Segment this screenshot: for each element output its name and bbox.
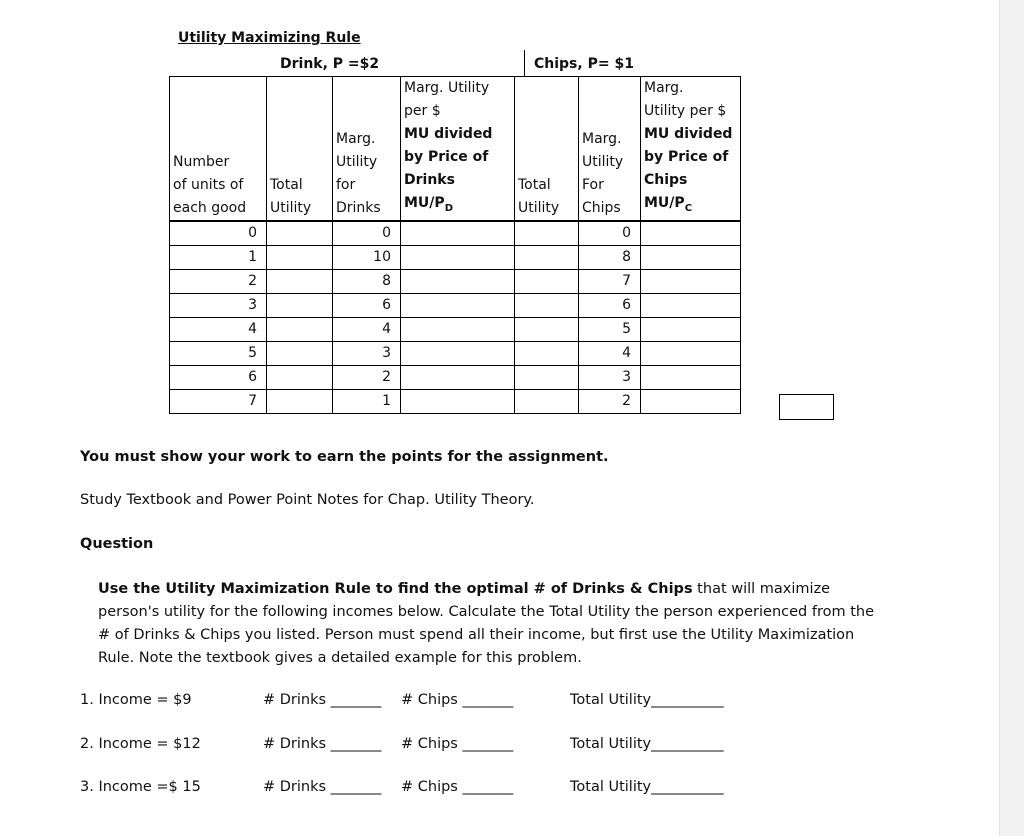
units-cell: 2 (170, 269, 267, 293)
header-total-utility-chips: Total Utility (515, 77, 579, 221)
show-work-note: You must show your work to earn the points for the assignment. (80, 449, 609, 465)
mu-per-dollar-chips-cell[interactable] (641, 389, 741, 413)
header-total-utility-drinks: Total Utility (267, 77, 333, 221)
drinks-answer-blank[interactable]: # Drinks _______ (263, 779, 382, 795)
mu-per-dollar-drinks-cell[interactable] (401, 365, 515, 389)
chips-price-header: Chips, P= $1 (534, 56, 634, 72)
total-utility-drinks-cell[interactable] (267, 317, 333, 341)
mu-per-dollar-chips-cell[interactable] (641, 269, 741, 293)
mu-drinks-cell: 2 (333, 365, 401, 389)
total-utility-chips-cell[interactable] (515, 389, 579, 413)
mu-per-dollar-chips-cell[interactable] (641, 245, 741, 269)
mu-per-dollar-chips-cell[interactable] (641, 317, 741, 341)
table-row (170, 221, 741, 246)
units-cell: 5 (170, 341, 267, 365)
drinks-answer-blank[interactable]: # Drinks _______ (263, 692, 382, 708)
total-utility-chips-cell[interactable] (515, 245, 579, 269)
mu-drinks-cell: 10 (333, 245, 401, 269)
table-row (170, 341, 741, 365)
income-label: 2. Income = $12 (80, 736, 201, 752)
total-utility-drinks-cell[interactable] (267, 245, 333, 269)
header-mu-per-dollar-drinks: Marg. Utility per $ MU divided by Price of Drinks $MU/P_D$ (401, 77, 515, 221)
table-row (170, 269, 741, 293)
header-mu-chips: Marg. Utility For Chips (579, 77, 641, 221)
mu-per-dollar-chips-cell[interactable] (641, 341, 741, 365)
scrollbar-track[interactable] (999, 0, 1024, 836)
chips-answer-blank[interactable]: # Chips _______ (401, 779, 514, 795)
mu-per-dollar-drinks-cell[interactable] (401, 317, 515, 341)
utility-table (169, 76, 741, 414)
total-utility-answer-blank[interactable]: Total Utility__________ (570, 692, 724, 708)
stray-empty-cell (779, 394, 834, 420)
chips-answer-blank[interactable]: # Chips _______ (401, 692, 514, 708)
mu-per-dollar-chips-cell[interactable] (641, 293, 741, 317)
units-cell: 7 (170, 389, 267, 413)
mu-per-dollar-drinks-cell[interactable] (401, 389, 515, 413)
units-cell: 4 (170, 317, 267, 341)
mu-chips-cell: 8 (579, 245, 641, 269)
total-utility-chips-cell[interactable] (515, 341, 579, 365)
total-utility-chips-cell[interactable] (515, 293, 579, 317)
mu-drinks-cell: 4 (333, 317, 401, 341)
header-divider (524, 50, 525, 76)
mu-per-dollar-drinks-cell[interactable] (401, 245, 515, 269)
mu-per-dollar-drinks-cell[interactable] (401, 341, 515, 365)
table-row (170, 317, 741, 341)
mu-chips-cell: 6 (579, 293, 641, 317)
income-label: 3. Income =$ 15 (80, 779, 201, 795)
table-row (170, 245, 741, 269)
mu-drinks-cell: 8 (333, 269, 401, 293)
mu-per-dollar-drinks-cell[interactable] (401, 221, 515, 246)
units-cell: 0 (170, 221, 267, 246)
mu-drinks-cell: 3 (333, 341, 401, 365)
study-note: Study Textbook and Power Point Notes for Chap. Utility Theory. (80, 492, 535, 508)
units-cell: 6 (170, 365, 267, 389)
chips-answer-blank[interactable]: # Chips _______ (401, 736, 514, 752)
mu-chips-cell: 5 (579, 317, 641, 341)
table-row (170, 293, 741, 317)
mu-chips-cell: 3 (579, 365, 641, 389)
units-cell: 3 (170, 293, 267, 317)
header-mu-drinks: Marg. Utility for Drinks (333, 77, 401, 221)
total-utility-drinks-cell[interactable] (267, 269, 333, 293)
total-utility-drinks-cell[interactable] (267, 365, 333, 389)
units-cell: 1 (170, 245, 267, 269)
income-label: 1. Income = $9 (80, 692, 192, 708)
drinks-answer-blank[interactable]: # Drinks _______ (263, 736, 382, 752)
mu-per-dollar-chips-cell[interactable] (641, 221, 741, 246)
mu-chips-cell: 4 (579, 341, 641, 365)
mu-drinks-cell: 1 (333, 389, 401, 413)
mu-drinks-cell: 6 (333, 293, 401, 317)
total-utility-drinks-cell[interactable] (267, 293, 333, 317)
mu-per-dollar-drinks-cell[interactable] (401, 293, 515, 317)
mu-chips-cell: 2 (579, 389, 641, 413)
total-utility-answer-blank[interactable]: Total Utility__________ (570, 779, 724, 795)
table-row (170, 365, 741, 389)
header-units: Number of units of each good (170, 77, 267, 221)
total-utility-drinks-cell[interactable] (267, 389, 333, 413)
total-utility-chips-cell[interactable] (515, 221, 579, 246)
total-utility-drinks-cell[interactable] (267, 341, 333, 365)
drink-price-header: Drink, P =$2 (280, 56, 380, 72)
question-label: Question (80, 536, 154, 552)
total-utility-answer-blank[interactable]: Total Utility__________ (570, 736, 724, 752)
header-mu-per-dollar-chips: Marg. Utility per $ MU divided by Price of Chips $MU/P_C$ (641, 77, 741, 221)
mu-per-dollar-chips-cell[interactable] (641, 365, 741, 389)
total-utility-drinks-cell[interactable] (267, 221, 333, 246)
table-row (170, 389, 741, 413)
total-utility-chips-cell[interactable] (515, 317, 579, 341)
mu-chips-cell: 7 (579, 269, 641, 293)
mu-per-dollar-drinks-cell[interactable] (401, 269, 515, 293)
table-title: Utility Maximizing Rule (178, 30, 361, 46)
total-utility-chips-cell[interactable] (515, 365, 579, 389)
table-header-row (170, 77, 741, 221)
total-utility-chips-cell[interactable] (515, 269, 579, 293)
mu-drinks-cell: 0 (333, 221, 401, 246)
question-text: Use the Utility Maximization Rule to find the optimal # of Drinks & Chips that will maximize person's utility for the following incomes below. Calculate the Total Utility the person experienced from the # of Drinks & Chips you listed. Person must spend all their income, but first use the Utility Maximization Rule. Note the textbook gives a detailed example for this problem. (98, 581, 874, 666)
mu-chips-cell: 0 (579, 221, 641, 246)
